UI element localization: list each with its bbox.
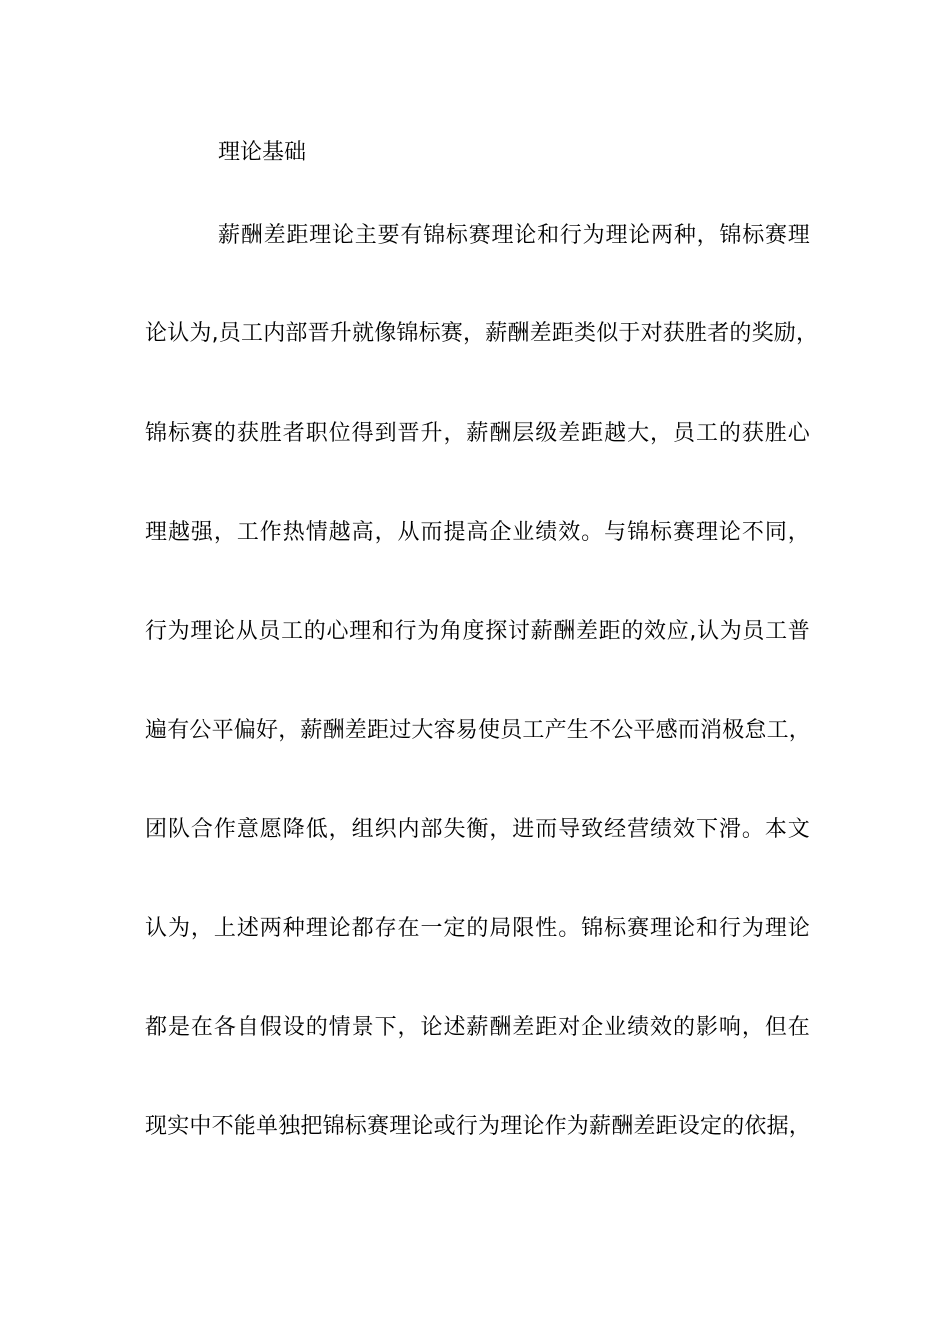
paragraph-line-3: 锦标赛的获胜者职位得到晋升，薪酬层级差距越大，员工的获胜心 [145, 421, 810, 446]
paragraph-line-8: 认为，上述两种理论都存在一定的局限性。锦标赛理论和行为理论 [145, 916, 810, 941]
paragraph-line-9: 都是在各自假设的情景下，论述薪酬差距对企业绩效的影响，但在 [145, 1015, 810, 1040]
paragraph-line-5: 行为理论从员工的心理和行为角度探讨薪酬差距的效应,认为员工普 [145, 619, 810, 644]
paragraph-line-6: 遍有公平偏好，薪酬差距过大容易使员工产生不公平感而消极怠工， [145, 718, 812, 743]
paragraph-line-4: 理越强，工作热情越高，从而提高企业绩效。与锦标赛理论不同， [145, 520, 810, 545]
paragraph-line-7: 团队合作意愿降低，组织内部失衡，进而导致经营绩效下滑。本文 [145, 817, 810, 842]
section-heading: 理论基础 [218, 140, 307, 165]
paragraph-line-10: 现实中不能单独把锦标赛理论或行为理论作为薪酬差距设定的依据， [145, 1114, 812, 1139]
paragraph-line-1: 薪酬差距理论主要有锦标赛理论和行为理论两种，锦标赛理 [218, 223, 810, 248]
paragraph-line-2: 论认为,员工内部晋升就像锦标赛，薪酬差距类似于对获胜者的奖励， [145, 321, 819, 346]
